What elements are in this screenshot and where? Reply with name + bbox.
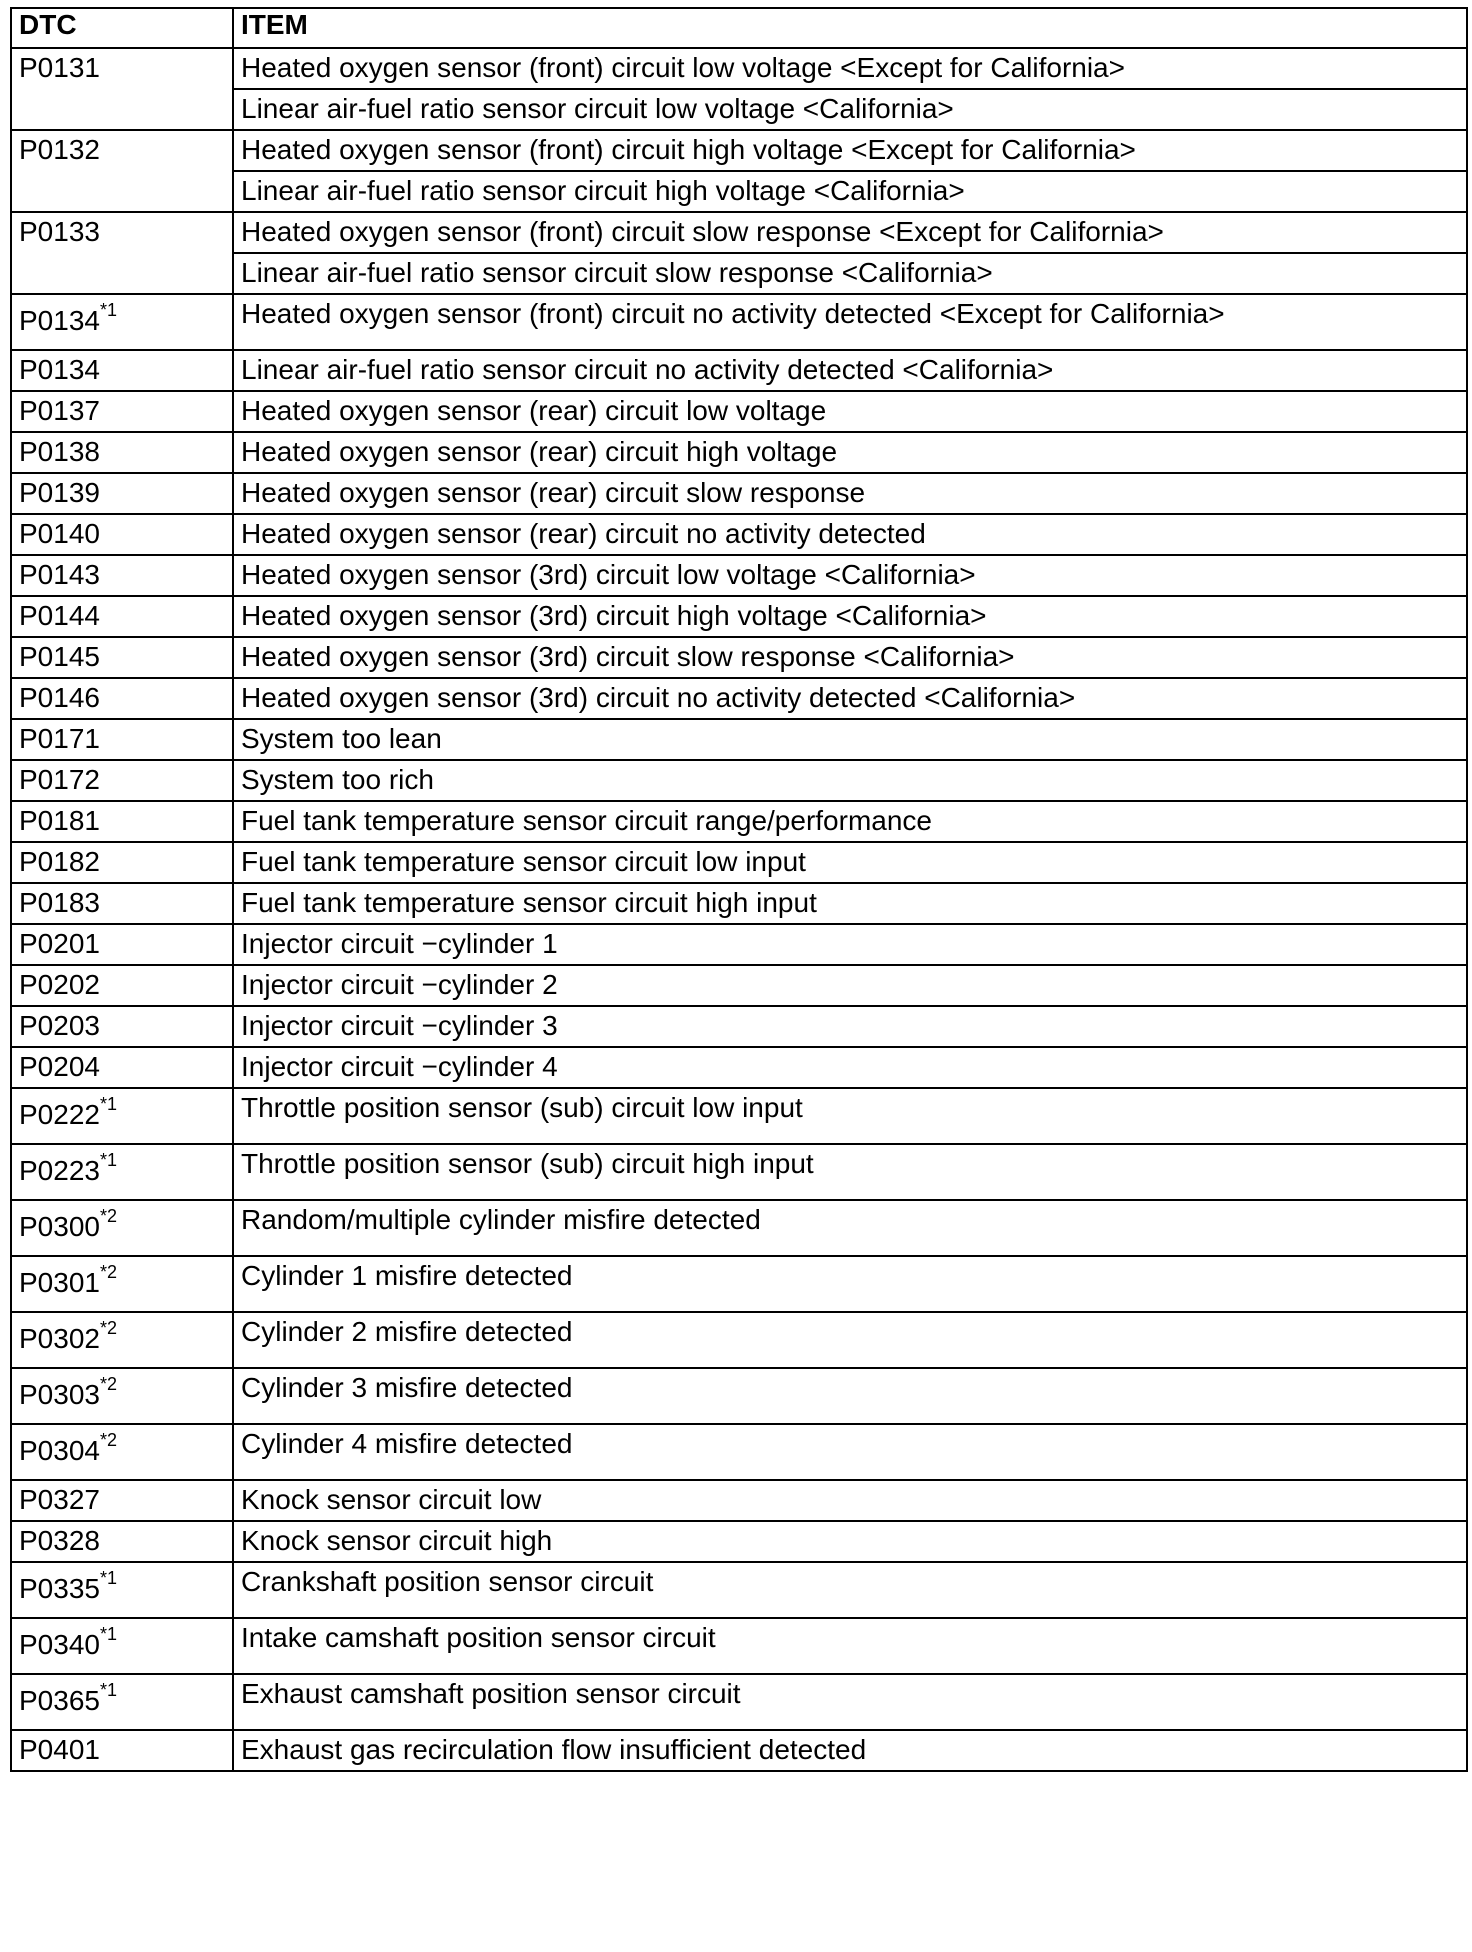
dtc-code-cell bbox=[11, 350, 233, 391]
dtc-code-cell bbox=[11, 678, 233, 719]
table-row bbox=[11, 842, 1467, 883]
dtc-code: P0181 bbox=[19, 805, 100, 836]
table-row bbox=[11, 350, 1467, 391]
item-description-cell: Heated oxygen sensor (front) circuit no activity detected <Except for California> bbox=[233, 294, 1467, 350]
table-row bbox=[11, 555, 1467, 596]
dtc-code-cell bbox=[11, 637, 233, 678]
item-description-cell: Cylinder 2 misfire detected bbox=[233, 1312, 1467, 1368]
footnote-mark: *2 bbox=[99, 1262, 117, 1282]
table-body bbox=[11, 48, 1467, 1771]
dtc-code-cell bbox=[11, 555, 233, 596]
dtc-code-cell bbox=[11, 842, 233, 883]
dtc-code: P0143 bbox=[19, 559, 100, 590]
dtc-code-cell bbox=[11, 1368, 233, 1424]
footnote-mark: *2 bbox=[99, 1430, 117, 1450]
table-row bbox=[11, 130, 1467, 171]
table-row bbox=[11, 473, 1467, 514]
dtc-code-cell bbox=[11, 1618, 233, 1674]
footnote-mark: *1 bbox=[99, 1150, 117, 1170]
dtc-code: P0132 bbox=[19, 134, 100, 165]
table-row bbox=[11, 391, 1467, 432]
dtc-code: P0133 bbox=[19, 216, 100, 247]
table-row bbox=[11, 1200, 1467, 1256]
footnote-mark: *1 bbox=[99, 300, 117, 320]
dtc-code-cell bbox=[11, 294, 233, 350]
item-description-cell: Knock sensor circuit high bbox=[233, 1521, 1467, 1562]
item-description-cell: Injector circuit −cylinder 1 bbox=[233, 924, 1467, 965]
dtc-code: P0303 bbox=[19, 1379, 100, 1410]
item-description-cell: Injector circuit −cylinder 3 bbox=[233, 1006, 1467, 1047]
table-row bbox=[11, 1618, 1467, 1674]
item-description-cell: Heated oxygen sensor (front) circuit slow response <Except for California> bbox=[233, 212, 1467, 253]
table-row bbox=[11, 1562, 1467, 1618]
table-row bbox=[11, 1047, 1467, 1088]
dtc-code-cell bbox=[11, 1006, 233, 1047]
dtc-code: P0137 bbox=[19, 395, 100, 426]
dtc-code: P0203 bbox=[19, 1010, 100, 1041]
dtc-code: P0335 bbox=[19, 1573, 100, 1604]
dtc-table bbox=[10, 7, 1468, 1772]
dtc-code-cell bbox=[11, 130, 233, 212]
table-row bbox=[11, 596, 1467, 637]
footnote-mark: *1 bbox=[99, 1680, 117, 1700]
table-row bbox=[11, 48, 1467, 89]
table-row bbox=[11, 1144, 1467, 1200]
item-description-cell: Throttle position sensor (sub) circuit low input bbox=[233, 1088, 1467, 1144]
item-description-cell: Linear air-fuel ratio sensor circuit no activity detected <California> bbox=[233, 350, 1467, 391]
table-row bbox=[11, 1368, 1467, 1424]
item-description-cell: Cylinder 1 misfire detected bbox=[233, 1256, 1467, 1312]
table-row bbox=[11, 1480, 1467, 1521]
item-description-cell: Fuel tank temperature sensor circuit high input bbox=[233, 883, 1467, 924]
item-description-cell: Crankshaft position sensor circuit bbox=[233, 1562, 1467, 1618]
table-row bbox=[11, 1424, 1467, 1480]
dtc-code-cell bbox=[11, 883, 233, 924]
table-row bbox=[11, 1088, 1467, 1144]
dtc-code-cell bbox=[11, 1047, 233, 1088]
footnote-mark: *1 bbox=[99, 1624, 117, 1644]
footnote-mark: *1 bbox=[99, 1094, 117, 1114]
dtc-code-cell bbox=[11, 1480, 233, 1521]
item-description-cell: Heated oxygen sensor (rear) circuit slow response bbox=[233, 473, 1467, 514]
table-row bbox=[11, 965, 1467, 1006]
footnote-mark: *2 bbox=[99, 1318, 117, 1338]
dtc-code-cell bbox=[11, 1256, 233, 1312]
footnote-mark: *2 bbox=[99, 1206, 117, 1226]
dtc-code-cell bbox=[11, 1730, 233, 1771]
table-row bbox=[11, 1730, 1467, 1771]
item-description-cell: Fuel tank temperature sensor circuit low input bbox=[233, 842, 1467, 883]
dtc-code: P0131 bbox=[19, 52, 100, 83]
header-dtc: DTC bbox=[11, 8, 233, 48]
table-row bbox=[11, 678, 1467, 719]
table-row bbox=[11, 719, 1467, 760]
dtc-code-cell bbox=[11, 801, 233, 842]
item-description-cell: Heated oxygen sensor (rear) circuit low voltage bbox=[233, 391, 1467, 432]
dtc-code: P0202 bbox=[19, 969, 100, 1000]
dtc-code-cell bbox=[11, 514, 233, 555]
item-description-cell: Linear air-fuel ratio sensor circuit high voltage <California> bbox=[233, 171, 1467, 212]
item-description-cell: System too rich bbox=[233, 760, 1467, 801]
dtc-code: P0300 bbox=[19, 1211, 100, 1242]
dtc-code: P0183 bbox=[19, 887, 100, 918]
dtc-code: P0172 bbox=[19, 764, 100, 795]
dtc-code-cell bbox=[11, 760, 233, 801]
item-description-cell: Intake camshaft position sensor circuit bbox=[233, 1618, 1467, 1674]
dtc-code: P0304 bbox=[19, 1435, 100, 1466]
dtc-code-cell bbox=[11, 1674, 233, 1730]
dtc-code: P0134 bbox=[19, 354, 100, 385]
dtc-code-cell bbox=[11, 924, 233, 965]
footnote-mark: *2 bbox=[99, 1374, 117, 1394]
dtc-code: P0327 bbox=[19, 1484, 100, 1515]
item-description-cell: Exhaust camshaft position sensor circuit bbox=[233, 1674, 1467, 1730]
footnote-mark: *1 bbox=[99, 1568, 117, 1588]
table-row bbox=[11, 514, 1467, 555]
item-description-cell: Heated oxygen sensor (3rd) circuit low voltage <California> bbox=[233, 555, 1467, 596]
item-description-cell: Heated oxygen sensor (front) circuit low voltage <Except for California> bbox=[233, 48, 1467, 89]
table-row bbox=[11, 1674, 1467, 1730]
item-description-cell: Injector circuit −cylinder 2 bbox=[233, 965, 1467, 1006]
table-row bbox=[11, 924, 1467, 965]
table-row bbox=[11, 883, 1467, 924]
item-description-cell: Heated oxygen sensor (3rd) circuit slow response <California> bbox=[233, 637, 1467, 678]
dtc-code: P0201 bbox=[19, 928, 100, 959]
item-description-cell: Heated oxygen sensor (rear) circuit no activity detected bbox=[233, 514, 1467, 555]
dtc-code: P0139 bbox=[19, 477, 100, 508]
item-description-cell: System too lean bbox=[233, 719, 1467, 760]
dtc-code-cell bbox=[11, 432, 233, 473]
dtc-code: P0134 bbox=[19, 305, 100, 336]
item-description-cell: Heated oxygen sensor (rear) circuit high voltage bbox=[233, 432, 1467, 473]
item-description-cell: Heated oxygen sensor (3rd) circuit no activity detected <California> bbox=[233, 678, 1467, 719]
header-row bbox=[11, 8, 1467, 48]
table-row bbox=[11, 1256, 1467, 1312]
table-row bbox=[11, 801, 1467, 842]
table-row bbox=[11, 1312, 1467, 1368]
item-description-cell: Injector circuit −cylinder 4 bbox=[233, 1047, 1467, 1088]
dtc-code-cell bbox=[11, 596, 233, 637]
dtc-code: P0144 bbox=[19, 600, 100, 631]
dtc-code: P0301 bbox=[19, 1267, 100, 1298]
dtc-code: P0222 bbox=[19, 1099, 100, 1130]
item-description-cell: Exhaust gas recirculation flow insufficient detected bbox=[233, 1730, 1467, 1771]
table-row bbox=[11, 432, 1467, 473]
dtc-code: P0145 bbox=[19, 641, 100, 672]
dtc-code-cell bbox=[11, 1521, 233, 1562]
dtc-code: P0365 bbox=[19, 1685, 100, 1716]
dtc-code-cell bbox=[11, 1424, 233, 1480]
item-description-cell: Linear air-fuel ratio sensor circuit slow response <California> bbox=[233, 253, 1467, 294]
dtc-code-cell bbox=[11, 391, 233, 432]
dtc-code: P0328 bbox=[19, 1525, 100, 1556]
dtc-code-cell bbox=[11, 473, 233, 514]
dtc-code: P0340 bbox=[19, 1629, 100, 1660]
dtc-code: P0204 bbox=[19, 1051, 100, 1082]
item-description-cell: Cylinder 4 misfire detected bbox=[233, 1424, 1467, 1480]
dtc-code: P0182 bbox=[19, 846, 100, 877]
table-row bbox=[11, 1521, 1467, 1562]
dtc-code-cell bbox=[11, 965, 233, 1006]
item-description-cell: Linear air-fuel ratio sensor circuit low voltage <California> bbox=[233, 89, 1467, 130]
dtc-code: P0401 bbox=[19, 1734, 100, 1765]
table-row bbox=[11, 294, 1467, 350]
dtc-code: P0223 bbox=[19, 1155, 100, 1186]
item-description-cell: Heated oxygen sensor (3rd) circuit high voltage <California> bbox=[233, 596, 1467, 637]
table-row bbox=[11, 212, 1467, 253]
dtc-code-cell bbox=[11, 1088, 233, 1144]
table-row bbox=[11, 637, 1467, 678]
dtc-code: P0146 bbox=[19, 682, 100, 713]
dtc-code: P0171 bbox=[19, 723, 100, 754]
dtc-code-cell bbox=[11, 48, 233, 130]
dtc-code: P0138 bbox=[19, 436, 100, 467]
dtc-code: P0140 bbox=[19, 518, 100, 549]
dtc-code: P0302 bbox=[19, 1323, 100, 1354]
item-description-cell: Throttle position sensor (sub) circuit high input bbox=[233, 1144, 1467, 1200]
item-description-cell: Random/multiple cylinder misfire detected bbox=[233, 1200, 1467, 1256]
dtc-code-cell bbox=[11, 1312, 233, 1368]
header-item: ITEM bbox=[233, 8, 1467, 48]
dtc-code-cell bbox=[11, 1144, 233, 1200]
item-description-cell: Cylinder 3 misfire detected bbox=[233, 1368, 1467, 1424]
dtc-code-cell bbox=[11, 1200, 233, 1256]
dtc-code-cell bbox=[11, 1562, 233, 1618]
dtc-code-cell bbox=[11, 719, 233, 760]
table-row bbox=[11, 760, 1467, 801]
table-row bbox=[11, 1006, 1467, 1047]
item-description-cell: Heated oxygen sensor (front) circuit high voltage <Except for California> bbox=[233, 130, 1467, 171]
dtc-code-cell bbox=[11, 212, 233, 294]
item-description-cell: Fuel tank temperature sensor circuit range/performance bbox=[233, 801, 1467, 842]
item-description-cell: Knock sensor circuit low bbox=[233, 1480, 1467, 1521]
